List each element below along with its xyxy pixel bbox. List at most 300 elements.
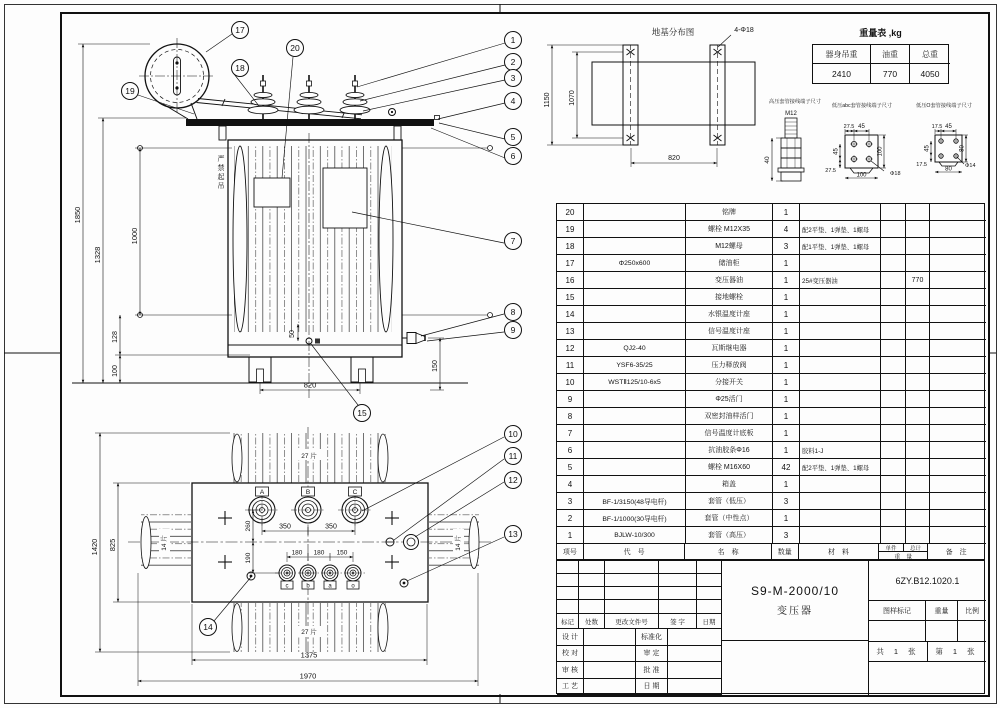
part-material: [800, 289, 881, 306]
part-no: 4: [557, 476, 584, 493]
part-material: 配1平垫、1弹垫、1螺母: [800, 238, 881, 255]
part-name: 螺栓 M16X60: [686, 459, 773, 476]
part-total-weight: [906, 255, 930, 272]
part-total-weight: [906, 357, 930, 374]
product-block: [722, 561, 869, 695]
callout-11: 11: [508, 451, 518, 461]
part-remark: [930, 374, 986, 391]
hv-phase-c: C: [352, 489, 358, 496]
part-remark: [930, 204, 986, 221]
callout-2: 2: [510, 57, 516, 67]
part-qty: 1: [773, 442, 800, 459]
part-remark: [930, 272, 986, 289]
part-material: 配2平垫、1弹垫、1螺母: [800, 459, 881, 476]
drain-valve: [402, 333, 425, 344]
product-model: S9-M-2000/10: [750, 584, 840, 598]
fin-end-left: [233, 146, 247, 332]
part-qty: 1: [773, 289, 800, 306]
lv-bushings-plan: [275, 565, 365, 581]
part-material: [800, 306, 881, 323]
title-block: [556, 560, 985, 694]
callout-18: 18: [235, 63, 245, 73]
part-unit-weight: [881, 493, 906, 510]
dim-100: 100: [112, 365, 119, 377]
hv-phase-a: A: [259, 489, 265, 496]
part-total-weight: [906, 204, 930, 221]
abc-edge-top: 27.5: [843, 124, 855, 130]
part-code: [584, 289, 686, 306]
sig-audit: 审 核: [557, 662, 584, 679]
callout-12: 12: [508, 475, 518, 485]
part-material: 胶料1-J: [800, 442, 881, 459]
part-material: [800, 323, 881, 340]
callout-13: 13: [508, 529, 518, 539]
hv-phase-b: B: [305, 489, 311, 496]
header-name: 名 称: [685, 544, 772, 559]
hv-bushings-plan: [245, 493, 372, 527]
callout-14: 14: [203, 622, 213, 632]
part-code: QJ2-40: [584, 340, 686, 357]
abc-pitch-side: 45: [833, 148, 840, 155]
part-material: [800, 391, 881, 408]
part-qty: 1: [773, 374, 800, 391]
header-weight: 重 量: [894, 554, 913, 561]
tank-cover: [186, 119, 434, 126]
dim-825: 825: [108, 538, 117, 552]
part-total-weight: [906, 476, 930, 493]
dim-1328: 1328: [93, 246, 102, 264]
part-code: BF-1/1000(30导电杆): [584, 510, 686, 527]
header-total-weight: 总计: [910, 545, 922, 552]
sig-approve: 批 准: [636, 662, 668, 679]
part-no: 18: [557, 238, 584, 255]
part-name: 螺栓 M12X35: [686, 221, 773, 238]
part-total-weight: [906, 374, 930, 391]
part-no: 5: [557, 459, 584, 476]
part-no: 16: [557, 272, 584, 289]
weight-header-body: 器身吊重: [813, 45, 871, 64]
part-qty: 1: [773, 357, 800, 374]
o-edge-side: 17.5: [916, 162, 927, 168]
part-code: [584, 459, 686, 476]
part-total-weight: [906, 391, 930, 408]
part-no: 2: [557, 510, 584, 527]
header-weight-group: [879, 544, 928, 559]
part-qty: 1: [773, 272, 800, 289]
part-name: 分接开关: [686, 374, 773, 391]
dim-350a: 350: [279, 523, 291, 531]
sheet-number: 第 1 张: [935, 647, 979, 656]
part-total-weight: [906, 323, 930, 340]
header-remark: 备 注: [945, 548, 967, 556]
anchor-hole-note: 4-Φ18: [734, 27, 754, 34]
part-unit-weight: [881, 425, 906, 442]
sig-standardization: 标准化: [636, 629, 668, 646]
part-unit-weight: [881, 323, 906, 340]
header-code: 代 号: [584, 544, 685, 559]
part-qty: 4: [773, 221, 800, 238]
part-code: [584, 476, 686, 493]
part-material: 25#变压器油: [800, 272, 881, 289]
lv-phase-a: a: [328, 583, 332, 590]
sheet-total: 共 1 张: [869, 642, 928, 661]
part-unit-weight: [881, 204, 906, 221]
part-material: [800, 357, 881, 374]
part-no: 17: [557, 255, 584, 272]
part-no: 3: [557, 493, 584, 510]
abc-hole: Φ18: [890, 171, 901, 177]
cover-post-right: [394, 126, 401, 140]
part-total-weight: [906, 408, 930, 425]
part-no: 1: [557, 527, 584, 544]
hv-thread: M12: [785, 111, 797, 117]
plan-view: [90, 427, 492, 686]
part-code: [584, 221, 686, 238]
part-remark: [930, 323, 986, 340]
dim-1150: 1150: [544, 92, 551, 108]
header-qty: 数量: [772, 544, 799, 559]
lifting-eye-hole: [391, 111, 393, 113]
part-qty: 3: [773, 527, 800, 544]
part-name: 套管（中性点）: [686, 510, 773, 527]
part-total-weight: [906, 306, 930, 323]
conservator: [139, 38, 215, 119]
part-unit-weight: [881, 357, 906, 374]
fin-count-top: 27 片: [301, 453, 317, 460]
part-unit-weight: [881, 374, 906, 391]
part-unit-weight: [881, 272, 906, 289]
part-total-weight: [906, 238, 930, 255]
part-name: 双密封油样活门: [686, 408, 773, 425]
part-material: [800, 510, 881, 527]
hv-stud: [772, 118, 804, 181]
part-total-weight: [906, 340, 930, 357]
foundation-plan: [544, 27, 755, 167]
part-remark: [930, 238, 986, 255]
part-code: WSTⅡ125/10-6x5: [584, 374, 686, 391]
part-code: [584, 306, 686, 323]
fin-end-right: [379, 146, 393, 332]
mark-label: 图样标记: [869, 601, 926, 620]
part-remark: [930, 442, 986, 459]
callout-15: 15: [357, 408, 367, 418]
part-unit-weight: [881, 289, 906, 306]
part-material: [800, 255, 881, 272]
part-remark: [930, 459, 986, 476]
weight-value-oil: 770: [871, 64, 910, 83]
part-code: [584, 272, 686, 289]
product-name: 变压器: [777, 606, 813, 617]
part-code: YSF6-35/25: [584, 357, 686, 374]
abc-pitch-top: 45: [858, 124, 865, 130]
cover-post-left: [219, 126, 226, 140]
rev-header-sign: 签 字: [659, 614, 697, 629]
part-qty: 1: [773, 425, 800, 442]
part-material: 配2平垫、1弹垫、1螺母: [800, 221, 881, 238]
no-lifting-warning: 严禁起吊: [217, 155, 224, 191]
part-qty: 3: [773, 238, 800, 255]
pipe: [197, 99, 363, 119]
tank-feet: [249, 357, 373, 383]
dim-150-lv: 150: [336, 549, 348, 557]
part-total-weight: [906, 493, 930, 510]
part-unit-weight: [881, 238, 906, 255]
part-code: [584, 204, 686, 221]
part-remark: [930, 306, 986, 323]
tank-fins: [234, 146, 392, 332]
o-pitch-side: 45: [924, 145, 931, 152]
weight-label: 重量: [926, 601, 958, 620]
part-no: 9: [557, 391, 584, 408]
part-material: [800, 204, 881, 221]
drawing-number: 6ZY.B12.1020.1: [869, 561, 986, 601]
part-total-weight: [906, 459, 930, 476]
part-name: Φ25活门: [686, 391, 773, 408]
abc-height: 100: [877, 146, 884, 157]
part-code: [584, 425, 686, 442]
part-no: 8: [557, 408, 584, 425]
part-remark: [930, 289, 986, 306]
part-material: [800, 493, 881, 510]
part-name: 箱盖: [686, 476, 773, 493]
header-unit-weight: 单件: [879, 544, 904, 551]
part-unit-weight: [881, 527, 906, 544]
callout-3: 3: [510, 73, 516, 83]
part-unit-weight: [881, 459, 906, 476]
part-qty: 1: [773, 476, 800, 493]
callout-4: 4: [510, 96, 516, 106]
part-code: [584, 323, 686, 340]
part-code: [584, 238, 686, 255]
fin-count-left: 14 片: [161, 535, 168, 551]
part-material: [800, 476, 881, 493]
part-qty: 1: [773, 306, 800, 323]
part-code: [584, 408, 686, 425]
part-no: 15: [557, 289, 584, 306]
part-total-weight: [906, 425, 930, 442]
parts-header: [556, 543, 985, 560]
part-qty: 3: [773, 493, 800, 510]
part-qty: 1: [773, 391, 800, 408]
part-unit-weight: [881, 442, 906, 459]
signature-table: [557, 629, 722, 695]
part-remark: [930, 510, 986, 527]
hv-terminal-title: 高压套管接线端子尺寸: [769, 99, 821, 105]
part-remark: [930, 476, 986, 493]
rev-header-count: 处数: [579, 614, 605, 629]
dim-1070: 1070: [569, 90, 576, 106]
rev-header-docno: 更改文件号: [605, 614, 659, 629]
part-qty: 1: [773, 323, 800, 340]
part-qty: 1: [773, 255, 800, 272]
part-no: 14: [557, 306, 584, 323]
part-code: [584, 442, 686, 459]
header-no: 项号: [557, 544, 584, 559]
callout-5: 5: [510, 132, 516, 142]
sig-process: 工 艺: [557, 679, 584, 696]
dim-150: 150: [432, 360, 439, 372]
part-no: 10: [557, 374, 584, 391]
part-no: 6: [557, 442, 584, 459]
scale-label: 比例: [965, 607, 979, 615]
part-name: 套管（低压）: [686, 493, 773, 510]
foundation-title: 地基分布图: [651, 27, 695, 37]
anchor-marks: [627, 49, 722, 141]
callout-17: 17: [235, 25, 245, 35]
part-code: BJLW-10/300: [584, 527, 686, 544]
part-no: 7: [557, 425, 584, 442]
dim-128: 128: [112, 331, 119, 343]
callout-7: 7: [510, 236, 516, 246]
o-height: 80: [959, 145, 966, 152]
part-material: [800, 425, 881, 442]
grounding-mark: [315, 339, 320, 344]
hv-bushings-front: [248, 75, 370, 119]
callout-9: 9: [510, 325, 516, 335]
part-unit-weight: [881, 306, 906, 323]
part-total-weight: [906, 221, 930, 238]
lv-phase-c: c: [285, 583, 289, 590]
lv-abc-title: 低压abc套管接线端子尺寸: [831, 103, 893, 109]
part-unit-weight: [881, 340, 906, 357]
revision-table: [557, 561, 722, 629]
o-width: 80: [945, 166, 952, 173]
o-hole: Φ14: [965, 163, 976, 169]
part-remark: [930, 357, 986, 374]
part-unit-weight: [881, 255, 906, 272]
dim-1375: 1375: [300, 650, 318, 660]
dim-1970: 1970: [299, 671, 317, 681]
part-total-weight: [906, 289, 930, 306]
fin-count-right: 14 片: [455, 535, 462, 551]
part-material: [800, 408, 881, 425]
weight-header-total: 总重: [910, 45, 950, 64]
dim-1000: 1000: [130, 227, 139, 245]
rev-header-mark: 标记: [557, 614, 579, 629]
dim-1850: 1850: [73, 206, 82, 224]
dim-190: 190: [245, 552, 252, 564]
part-no: 13: [557, 323, 584, 340]
dim-820-front: 820: [303, 380, 317, 390]
o-edge-top: 17.5: [931, 124, 943, 130]
part-total-weight: [906, 510, 930, 527]
dim-1420: 1420: [90, 538, 99, 556]
part-unit-weight: [881, 510, 906, 527]
part-qty: 42: [773, 459, 800, 476]
dim-260: 260: [245, 520, 252, 532]
header-material: 材 料: [799, 544, 880, 559]
hv-phase-markers: [256, 487, 362, 496]
part-remark: [930, 255, 986, 272]
part-no: 19: [557, 221, 584, 238]
weight-table-title: 重量表 ,kg: [859, 28, 902, 38]
sig-design: 设 计: [557, 629, 584, 646]
part-qty: 1: [773, 340, 800, 357]
part-name: 套管（高压）: [686, 527, 773, 544]
dim-50: 50: [289, 330, 296, 338]
hv-stud-height: 40: [764, 156, 771, 164]
part-name: 变压器油: [686, 272, 773, 289]
part-name: 抗油胶条Φ16: [686, 442, 773, 459]
part-qty: 1: [773, 408, 800, 425]
part-remark: [930, 425, 986, 442]
callout-10: 10: [508, 429, 518, 439]
callout-6: 6: [510, 151, 516, 161]
dim-180a: 180: [291, 549, 303, 557]
sig-check: 校 对: [557, 646, 584, 663]
weight-value-total: 4050: [920, 68, 940, 79]
part-material: [800, 340, 881, 357]
part-remark: [930, 391, 986, 408]
drawing-info-block: [869, 561, 986, 695]
part-total-weight: [906, 527, 930, 544]
part-material: [800, 527, 881, 544]
part-code: BF-1/3150(48导电杆): [584, 493, 686, 510]
part-name: 接地螺栓: [686, 289, 773, 306]
dim-180b: 180: [313, 549, 325, 557]
part-qty: 1: [773, 510, 800, 527]
rev-header-date: 日期: [697, 614, 722, 629]
part-name: 压力释放阀: [686, 357, 773, 374]
nameplate: [254, 178, 290, 207]
part-name: 铭牌: [686, 204, 773, 221]
part-no: 20: [557, 204, 584, 221]
part-total-weight: [906, 442, 930, 459]
pressure-relief-plan: [404, 535, 419, 550]
parts-rows: [556, 203, 985, 545]
part-name: 信号温度计底板: [686, 425, 773, 442]
cover-plate: [323, 168, 367, 228]
lv-phase-markers: [281, 581, 359, 590]
callout-1: 1: [510, 35, 516, 45]
part-code: [584, 391, 686, 408]
lv-phase-b: b: [306, 583, 310, 590]
part-unit-weight: [881, 391, 906, 408]
part-material: [800, 374, 881, 391]
o-pitch-top: 45: [945, 124, 952, 130]
part-name: 储油柜: [686, 255, 773, 272]
dim-820-foundation: 820: [668, 155, 680, 162]
weight-value-body: 2410: [813, 64, 871, 83]
dim-350b: 350: [325, 523, 337, 531]
callout-8: 8: [510, 307, 516, 317]
part-qty: 1: [773, 204, 800, 221]
part-remark: [930, 408, 986, 425]
part-no: 11: [557, 357, 584, 374]
part-code: Φ250x600: [584, 255, 686, 272]
part-remark: [930, 527, 986, 544]
sig-examine: 审 定: [636, 646, 668, 663]
part-no: 12: [557, 340, 584, 357]
part-name: M12螺母: [686, 238, 773, 255]
part-unit-weight: [881, 476, 906, 493]
abc-width: 100: [856, 172, 867, 179]
part-remark: [930, 221, 986, 238]
part-name: 瓦斯继电器: [686, 340, 773, 357]
weight-table: [812, 44, 949, 84]
lv-phase-o: o: [351, 583, 355, 590]
fin-count-bottom: 27 片: [301, 629, 317, 636]
part-remark: [930, 493, 986, 510]
part-remark: [930, 340, 986, 357]
callout-19: 19: [125, 86, 135, 96]
part-unit-weight: [881, 221, 906, 238]
tank-footprint: [592, 62, 755, 125]
part-total-weight: 770: [906, 272, 930, 289]
lv-o-title: 低压O套管接线端子尺寸: [916, 103, 972, 109]
terminal-details: [764, 97, 976, 181]
weight-header-oil: 油重: [871, 45, 910, 64]
